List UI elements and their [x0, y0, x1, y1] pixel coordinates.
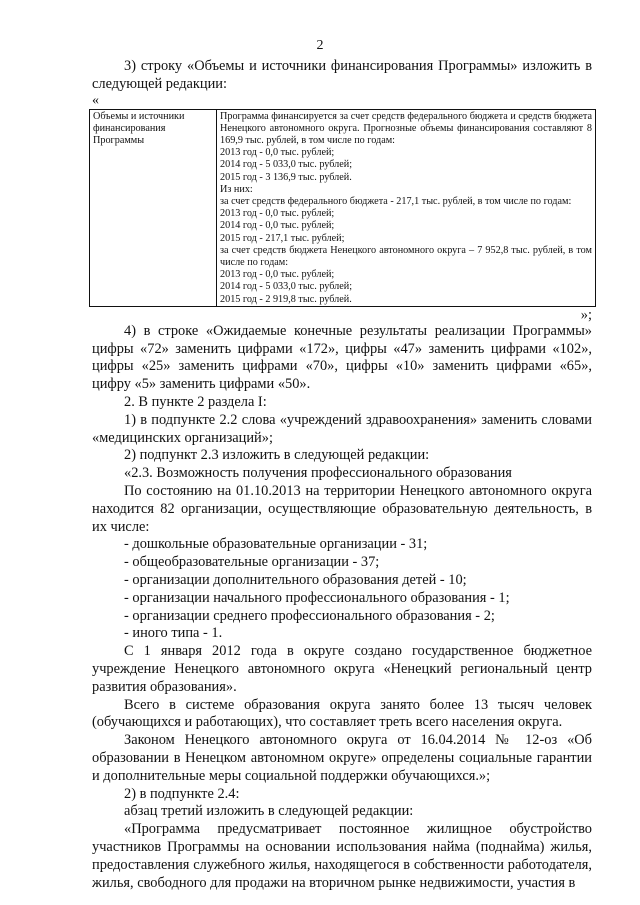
- body-paragraph: - иного типа - 1.: [124, 625, 223, 642]
- body-paragraph: - общеобразовательные организации - 37;: [124, 554, 380, 571]
- body-paragraph: «2.3. Возможность получения профессионального образования: [124, 465, 512, 482]
- body-paragraph: - организации дополнительного образования детей - 10;: [124, 572, 467, 588]
- financing-line: 2015 год - 2 919,8 тыс. рублей.: [220, 293, 352, 305]
- financing-line: 2015 год - 217,1 тыс. рублей;: [220, 232, 345, 244]
- body-paragraph: 4) в строке «Ожидаемые конечные результаты реализации Программы» цифры «72» заменить цифрами «172», цифры «47» заменить цифрами «102», цифры «25» заменить цифрами «70», цифры «10» заменить цифрами «65», цифру «5» заменить цифрами «50».: [92, 322, 592, 393]
- financing-line: за счет средств бюджета Ненецкого автономного округа – 7 952,8 тыс. рублей, в том числе по годам:: [220, 244, 592, 269]
- body-paragraph: Всего в системе образования округа занято более 13 тысяч человек (обучающихся и работающих), что составляет треть всего населения округа.: [92, 696, 592, 731]
- financing-line: 2014 год - 0,0 тыс. рублей;: [220, 220, 335, 232]
- body-paragraph: - организации среднего профессионального образования - 2;: [124, 607, 495, 624]
- financing-line: 2013 год - 0,0 тыс. рублей;: [220, 269, 335, 281]
- financing-line: 2014 год - 5 033,0 тыс. рублей;: [220, 281, 353, 293]
- opening-quote: «: [92, 92, 99, 108]
- item-3-paragraph: 3) строку «Объемы и источники финансирования Программы» изложить в следующей редакции:: [92, 58, 592, 92]
- financing-line: 2015 год - 3 136,9 тыс. рублей.: [220, 171, 352, 183]
- body-paragraph: - организации начального профессионального образования - 1;: [124, 589, 510, 606]
- closing-quote: »;: [580, 306, 592, 323]
- page-number: 2: [316, 38, 324, 53]
- financing-line: 2014 год - 5 033,0 тыс. рублей;: [220, 159, 353, 171]
- financing-table-value-cell: [217, 109, 596, 306]
- body-paragraph: абзац третий изложить в следующей редакции:: [124, 803, 414, 820]
- financing-line: за счет средств федерального бюджета - 217,1 тыс. рублей, в том числе по годам:: [220, 196, 572, 208]
- financing-table: [89, 109, 596, 307]
- financing-table-row: [90, 109, 596, 306]
- financing-table-label-cell: Объемы и источники финансирования Программы: [90, 109, 217, 306]
- document-body: [92, 58, 592, 892]
- amendment-paragraphs: [92, 323, 592, 893]
- body-paragraph: 1) в подпункте 2.2 слова «учреждений здравоохранения» заменить словами «медицинских организаций»;: [92, 411, 592, 446]
- body-paragraph: «Программа предусматривает постоянное жилищное обустройство участников Программы на основании использования найма (поднайма) жилья, предоставления служебного жилья, находящегося в собственности работодателя, жилья, свободного для продажи на вторичном рынке недвижимости, участия в: [92, 821, 592, 891]
- financing-line: 2013 год - 0,0 тыс. рублей;: [220, 147, 335, 159]
- financing-line: Программа финансируется за счет средств федерального бюджета и средств бюджета Ненецкого автономного округа. Прогнозные объемы финансирования составляют 8 169,9 тыс. рублей, в том числе по годам:: [220, 110, 592, 146]
- body-paragraph: Законом Ненецкого автономного округа от 16.04.2014 № 12-оз «Об образовании в Ненецком автономном округе» определены социальные гарантии и дополнительные меры социальной поддержки обучающихся.»;: [92, 732, 592, 784]
- body-paragraph: По состоянию на 01.10.2013 на территории Ненецкого автономного округа находится 82 организации, осуществляющие образовательную деятельность, в их числе:: [92, 483, 592, 535]
- financing-line: 2013 год - 0,0 тыс. рублей;: [220, 208, 335, 220]
- financing-line: Из них:: [220, 183, 253, 195]
- body-paragraph: 2. В пункте 2 раздела I:: [124, 394, 267, 411]
- body-paragraph: 2) в подпункте 2.4:: [124, 785, 240, 802]
- body-paragraph: 2) подпункт 2.3 изложить в следующей редакции:: [124, 447, 430, 464]
- body-paragraph: С 1 января 2012 года в округе создано государственное бюджетное учреждение Ненецкого автономного округа «Ненецкий региональный центр развития образования».: [92, 643, 592, 695]
- body-paragraph: - дошкольные образовательные организации - 31;: [124, 536, 428, 553]
